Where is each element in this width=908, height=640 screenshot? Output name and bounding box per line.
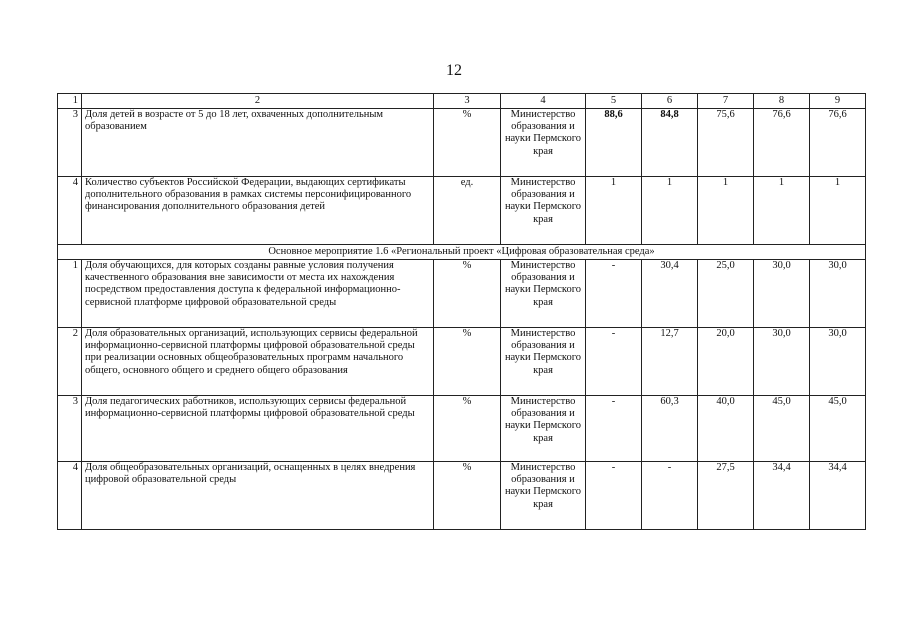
- section-title: Основное мероприятие 1.6 «Региональный проект «Цифровая образовательная среда»: [58, 245, 866, 260]
- unit-cell: %: [434, 396, 501, 462]
- header-cell: 3: [434, 94, 501, 109]
- value-cell: 88,6: [586, 109, 642, 177]
- indicator-name: Доля детей в возрасте от 5 до 18 лет, охваченных дополнительным образованием: [82, 109, 434, 177]
- value-cell: 34,4: [810, 462, 866, 530]
- value-cell: -: [586, 260, 642, 328]
- row-number: 3: [58, 109, 82, 177]
- page-number: 12: [446, 62, 462, 79]
- indicator-name: Доля педагогических работников, использующих сервисы федеральной информационно-сервисной платформы цифровой образовательной среды: [82, 396, 434, 462]
- value-cell: 60,3: [642, 396, 698, 462]
- value-cell: -: [642, 462, 698, 530]
- value-cell: 40,0: [698, 396, 754, 462]
- value-cell: 30,4: [642, 260, 698, 328]
- table-row: [58, 462, 866, 530]
- row-number: 2: [58, 328, 82, 396]
- value-cell: -: [586, 328, 642, 396]
- table-body: [58, 94, 866, 530]
- value-cell: 27,5: [698, 462, 754, 530]
- header-cell: 2: [82, 94, 434, 109]
- header-cell: 9: [810, 94, 866, 109]
- unit-cell: %: [434, 328, 501, 396]
- header-cell: 5: [586, 94, 642, 109]
- value-cell: 84,8: [642, 109, 698, 177]
- indicator-name: Количество субъектов Российской Федерации, выдающих сертификаты дополнительного образования в рамках системы персонифицированного финансирования дополнительного образования детей: [82, 177, 434, 245]
- table-row: [58, 396, 866, 462]
- row-number: 3: [58, 396, 82, 462]
- value-cell: 12,7: [642, 328, 698, 396]
- responsible-cell: Министерство образования и науки Пермского края: [501, 177, 586, 245]
- responsible-cell: Министерство образования и науки Пермского края: [501, 462, 586, 530]
- responsible-cell: Министерство образования и науки Пермского края: [501, 260, 586, 328]
- section-row: [58, 245, 866, 260]
- header-cell: 6: [642, 94, 698, 109]
- table-row: [58, 260, 866, 328]
- value-cell: -: [586, 396, 642, 462]
- value-cell: 45,0: [754, 396, 810, 462]
- value-cell: 1: [586, 177, 642, 245]
- row-number: 4: [58, 462, 82, 530]
- value-cell: 76,6: [754, 109, 810, 177]
- responsible-cell: Министерство образования и науки Пермского края: [501, 396, 586, 462]
- unit-cell: %: [434, 109, 501, 177]
- responsible-cell: Министерство образования и науки Пермского края: [501, 109, 586, 177]
- value-cell: 1: [810, 177, 866, 245]
- unit-cell: ед.: [434, 177, 501, 245]
- indicator-name: Доля обучающихся, для которых созданы равные условия получения качественного образования вне зависимости от места их нахождения посредством предоставления доступа к федеральной информационно-сервисной платформе цифровой образовательной среды: [82, 260, 434, 328]
- unit-cell: %: [434, 260, 501, 328]
- value-cell: 45,0: [810, 396, 866, 462]
- indicator-name: Доля общеобразовательных организаций, оснащенных в целях внедрения цифровой образовательной среды: [82, 462, 434, 530]
- responsible-cell: Министерство образования и науки Пермского края: [501, 328, 586, 396]
- value-cell: 76,6: [810, 109, 866, 177]
- header-cell: 7: [698, 94, 754, 109]
- header-cell: 8: [754, 94, 810, 109]
- value-cell: 30,0: [754, 328, 810, 396]
- value-cell: 30,0: [810, 260, 866, 328]
- table-row: [58, 328, 866, 396]
- table-row: [58, 109, 866, 177]
- value-cell: 20,0: [698, 328, 754, 396]
- table-row: [58, 177, 866, 245]
- value-cell: 34,4: [754, 462, 810, 530]
- value-cell: 1: [698, 177, 754, 245]
- row-number: 1: [58, 260, 82, 328]
- indicator-name: Доля образовательных организаций, использующих сервисы федеральной информационно-сервисной платформы цифровой образовательной среды при реализации основных общеобразовательных программ начального общего, основного общего и среднего общего образования: [82, 328, 434, 396]
- value-cell: 25,0: [698, 260, 754, 328]
- value-cell: 30,0: [810, 328, 866, 396]
- header-cell: 1: [58, 94, 82, 109]
- table-header-row: [58, 94, 866, 109]
- row-number: 4: [58, 177, 82, 245]
- value-cell: 1: [642, 177, 698, 245]
- header-cell: 4: [501, 94, 586, 109]
- unit-cell: %: [434, 462, 501, 530]
- value-cell: -: [586, 462, 642, 530]
- value-cell: 75,6: [698, 109, 754, 177]
- value-cell: 1: [754, 177, 810, 245]
- value-cell: 30,0: [754, 260, 810, 328]
- indicators-table: [57, 93, 866, 530]
